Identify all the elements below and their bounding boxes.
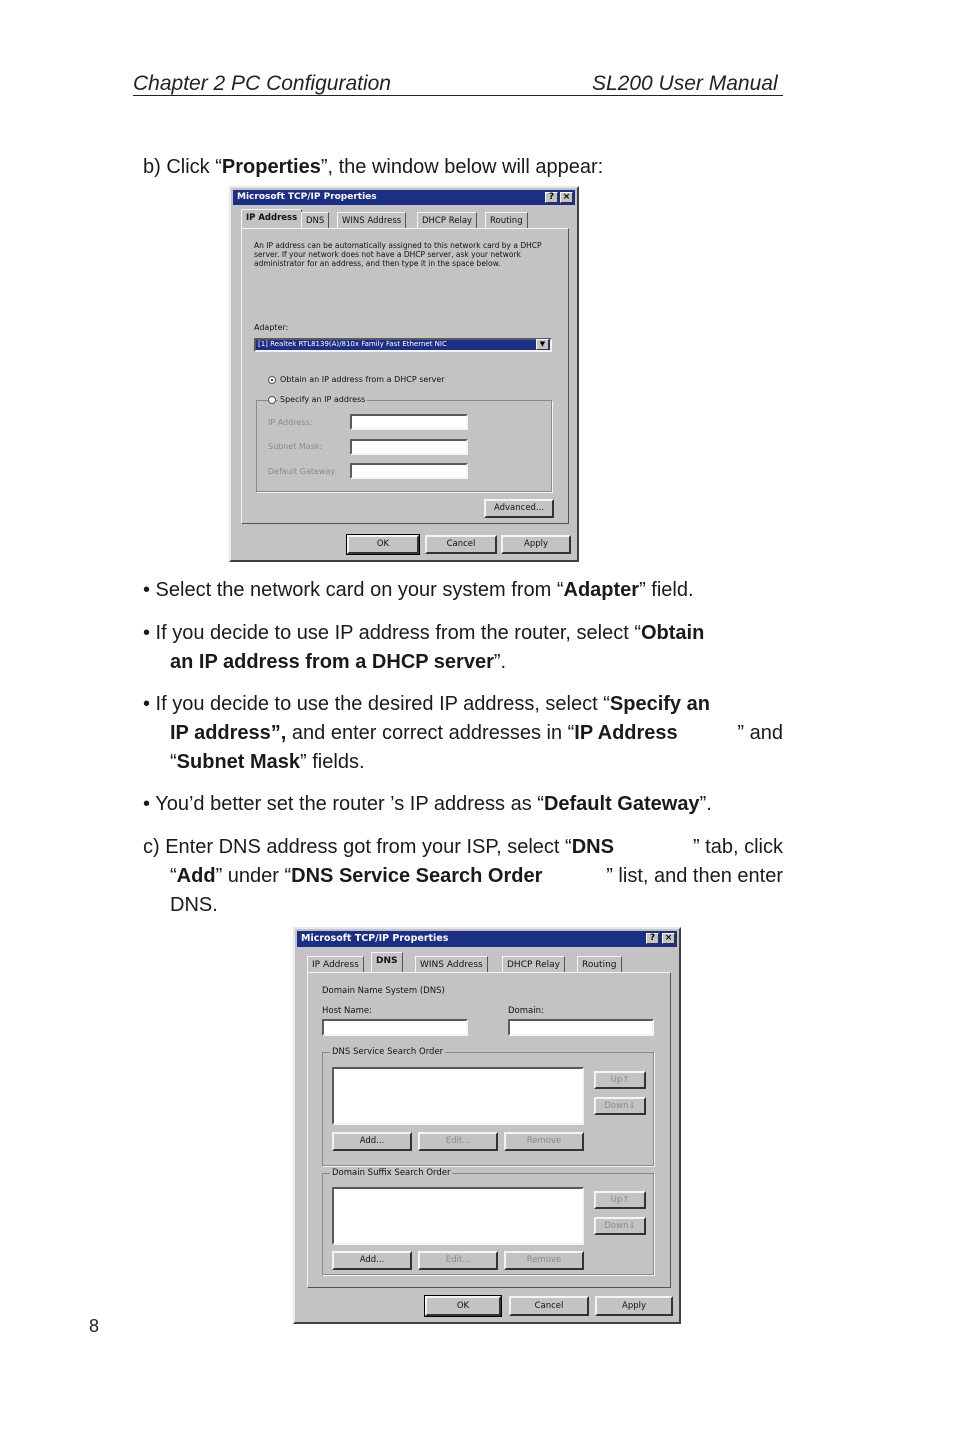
suffix-up-button[interactable]: Up↑ [594, 1191, 646, 1209]
dialog-titlebar [233, 190, 575, 205]
bullet-obtain-line2: an IP address from a DHCP server”. [170, 651, 507, 673]
host-name-field[interactable] [322, 1019, 468, 1036]
suffix-edit-button[interactable]: Edit... [418, 1251, 498, 1270]
dns-apply-button[interactable]: Apply [595, 1296, 673, 1316]
dns-edit-button[interactable]: Edit... [418, 1132, 498, 1151]
suffix-down-button[interactable]: Down↓ [594, 1217, 646, 1235]
suffix-order-label: Domain Suffix Search Order [332, 1168, 451, 1178]
dialog2-titlebar [297, 931, 677, 947]
tab-ip-address[interactable]: IP Address [307, 956, 364, 973]
tcpip-dialog-ip [229, 186, 579, 562]
host-name-label: Host Name: [322, 1006, 372, 1016]
dns-order-label: DNS Service Search Order [332, 1047, 444, 1057]
close-button[interactable]: × [560, 192, 573, 203]
dns-ok-button[interactable]: OK [425, 1296, 501, 1316]
obtain-ip-label: Obtain an IP address from a DHCP server [280, 375, 445, 384]
tab-routing[interactable]: Routing [577, 956, 622, 973]
close-button[interactable]: × [662, 933, 675, 944]
manual-title: SL200 User Manual [592, 72, 778, 95]
adapter-value: [1] Realtek RTL8139(A)/810x Family Fast Ethernet NIC [258, 340, 447, 348]
tab-dhcp-relay[interactable]: DHCP Relay [417, 212, 477, 229]
tab-wins-address[interactable]: WINS Address [337, 212, 406, 229]
tab-ip-address[interactable]: IP Address [241, 209, 302, 229]
cancel-button[interactable]: Cancel [425, 535, 497, 554]
step-b-text: b) Click “Properties”, the window below will appear: [143, 156, 604, 178]
tab-routing[interactable]: Routing [485, 212, 528, 229]
default-gateway-field[interactable] [350, 463, 468, 479]
chevron-down-icon[interactable]: ▼ [536, 339, 549, 350]
adapter-label: Adapter: [254, 323, 289, 332]
specify-ip-label: Specify an IP address [280, 395, 366, 404]
tab-dns[interactable]: DNS [371, 952, 403, 972]
default-gateway-label: Default Gateway: [268, 467, 338, 476]
advanced-button[interactable]: Advanced... [484, 499, 554, 518]
subnet-mask-field[interactable] [350, 439, 468, 455]
bullet-specify-line1: • If you decide to use the desired IP address, select “Specify an [143, 693, 710, 715]
dns-section-label: Domain Name System (DNS) [322, 986, 445, 996]
ip-address-label: IP Address: [268, 418, 313, 427]
obtain-ip-radio[interactable] [268, 376, 276, 384]
dns-order-list[interactable] [332, 1067, 584, 1125]
domain-field[interactable] [508, 1019, 654, 1036]
dns-up-button[interactable]: Up↑ [594, 1071, 646, 1089]
help-button[interactable]: ? [646, 933, 659, 944]
dns-cancel-button[interactable]: Cancel [509, 1296, 589, 1316]
dns-add-button[interactable]: Add... [332, 1132, 412, 1151]
bullet-specify-line2: IP address”, and enter correct addresses in “IP Address ” and [170, 722, 783, 744]
tab-dns[interactable]: DNS [301, 212, 329, 229]
bullet-obtain-line1: • If you decide to use IP address from the router, select “Obtain [143, 622, 705, 644]
step-c-line3: DNS. [170, 894, 218, 916]
bullet-gateway: • You’d better set the router ’s IP address as “Default Gateway”. [143, 793, 712, 815]
suffix-add-button[interactable]: Add... [332, 1251, 412, 1270]
dns-remove-button[interactable]: Remove [504, 1132, 584, 1151]
suffix-order-list[interactable] [332, 1187, 584, 1245]
chapter-title: Chapter 2 PC Configuration [133, 72, 391, 95]
domain-label: Domain: [508, 1006, 544, 1016]
tab-panel [241, 228, 569, 524]
adapter-select[interactable] [254, 338, 552, 352]
dns-tab-panel [307, 972, 671, 1288]
step-c-line1: c) Enter DNS address got from your ISP, select “DNS ” tab, click [143, 836, 783, 858]
page-number: 8 [89, 1316, 100, 1336]
tab-wins-address[interactable]: WINS Address [415, 956, 488, 973]
bullet-specify-line3: “Subnet Mask” fields. [170, 751, 365, 773]
help-button[interactable]: ? [545, 192, 558, 203]
header-rule [133, 95, 783, 96]
ok-button[interactable]: OK [347, 535, 419, 554]
ip-description: An IP address can be automatically assigned to this network card by a DHCP server. If your network does not have a DHCP server, ask your network administrator for an address, and then type it in the space below. [254, 241, 542, 268]
subnet-mask-label: Subnet Mask: [268, 442, 323, 451]
tcpip-dialog-dns [293, 927, 681, 1324]
suffix-remove-button[interactable]: Remove [504, 1251, 584, 1270]
bullet-adapter: • Select the network card on your system from “Adapter” field. [143, 579, 694, 601]
tab-dhcp-relay[interactable]: DHCP Relay [502, 956, 565, 973]
specify-ip-radio[interactable] [268, 396, 276, 404]
dns-down-button[interactable]: Down↓ [594, 1097, 646, 1115]
step-c-line2: “Add” under “DNS Service Search Order ” list, and then enter [170, 865, 783, 887]
ip-address-field[interactable] [350, 414, 468, 430]
apply-button[interactable]: Apply [501, 535, 571, 554]
dialog-title: Microsoft TCP/IP Properties [237, 192, 377, 202]
dialog2-title: Microsoft TCP/IP Properties [301, 933, 449, 944]
